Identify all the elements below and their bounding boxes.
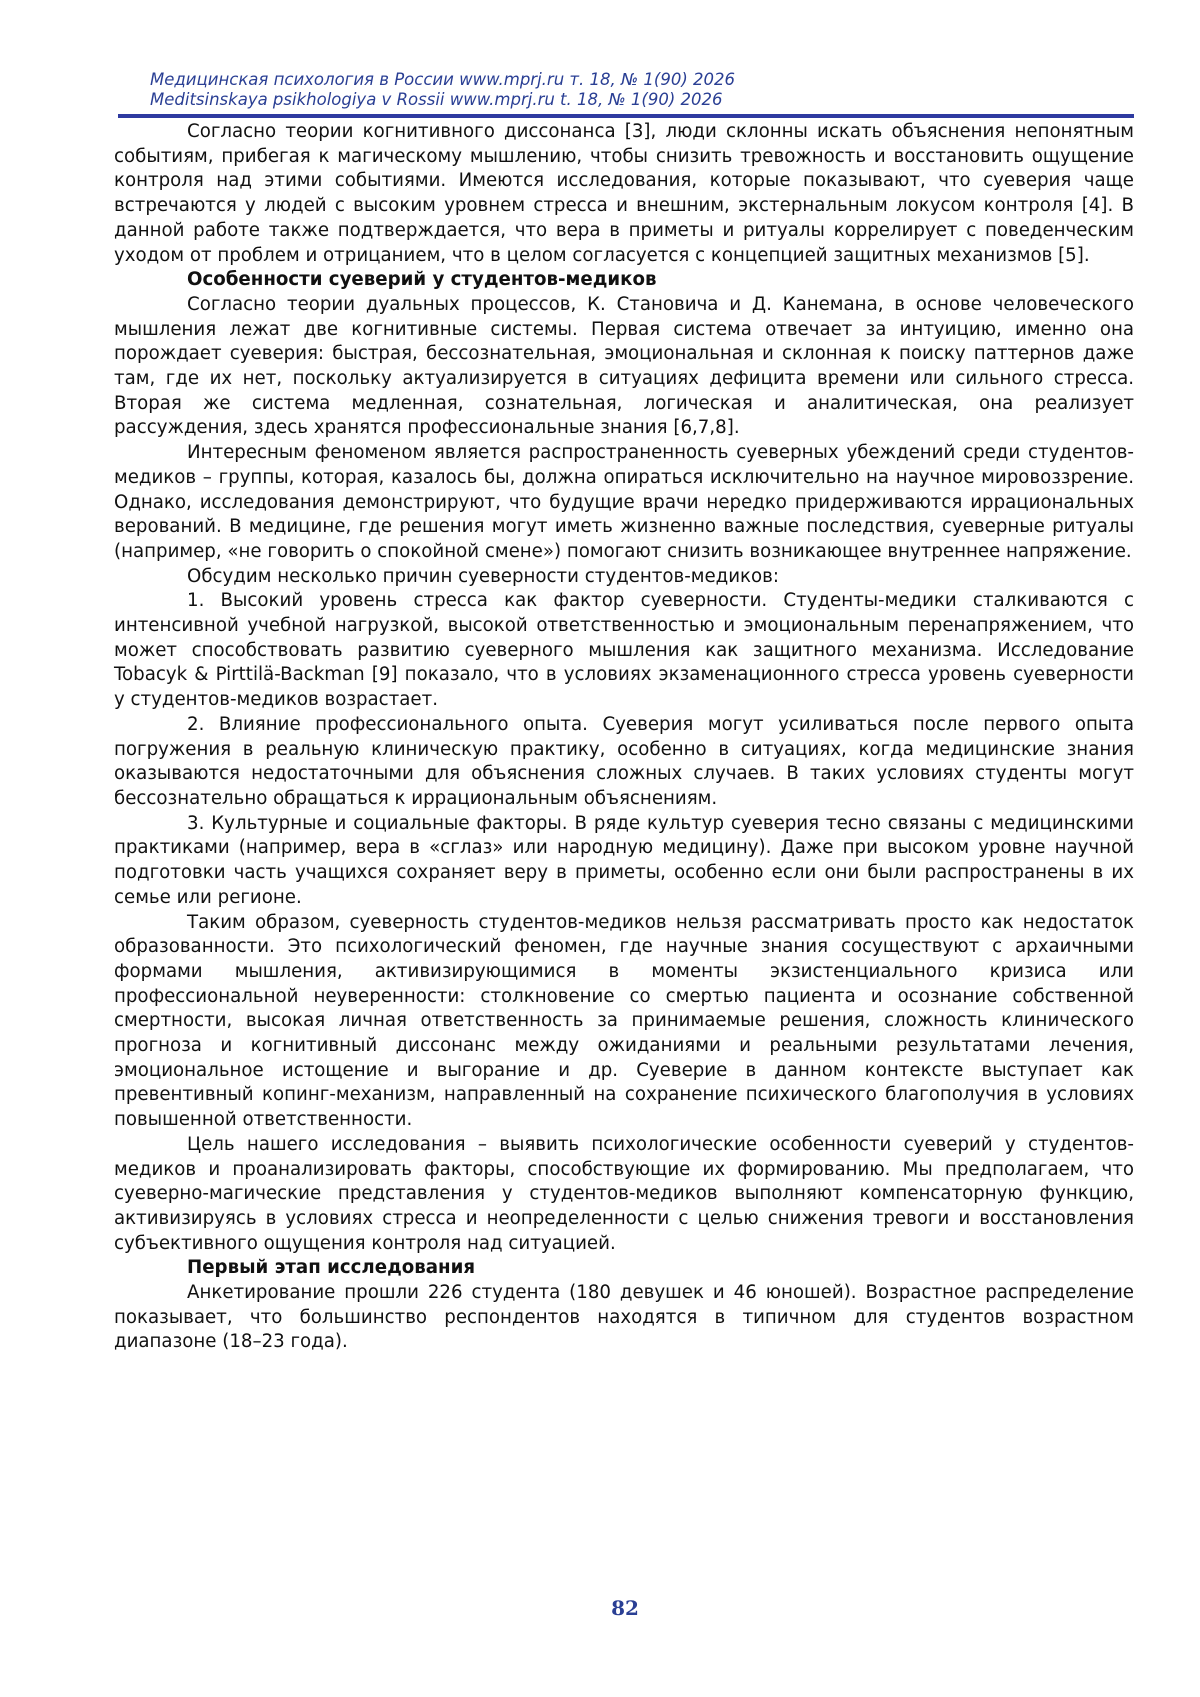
paragraph: Таким образом, суеверность студентов-медиков нельзя рассматривать просто как недостаток образованности. Это психологический феномен, где научные знания сосуществуют с архаичными формами мышления, активизирующимися в моменты экзистенциального кризиса или профессиональной неуверенности: столкновение со смертью пациента и осознание собственной смертности, высокая личная ответственность за принимаемые решения, сложность клинического прогноза и когнитивный диссонанс между ожиданиями и реальными результатами лечения, эмоциональное истощение и выгорание и др. Суеверие в данном контексте выступает как превентивный копинг-механизм, направленный на сохранение психического благополучия в условиях повышенной ответственности.	[114, 911, 1134, 1131]
paragraph: Цель нашего исследования – выявить психологические особенности суеверий у студентов-медиков и проанализировать факторы, способствующие их формированию. Мы предполагаем, что суеверно-магические представления у студентов-медиков выполняют компенсаторную функцию, активизируясь в условиях стресса и неопределенности с целью снижения тревоги и восстановления субъективного ощущения контроля над ситуацией.	[114, 1133, 1134, 1254]
article-body	[114, 120, 1134, 1355]
section-heading: Первый этап исследования	[187, 1257, 476, 1279]
paragraph: Согласно теории дуальных процессов, К. Становича и Д. Канемана, в основе человеческого мышления лежат две когнитивные системы. Первая система отвечает за интуицию, именно она порождает суеверия: быстрая, бессознательная, эмоциональная и склонная к поиску паттернов даже там, где их нет, поскольку актуализируется в ситуациях дефицита времени или сильного стресса. Вторая же система медленная, сознательная, логическая и аналитическая, она реализует рассуждения, здесь хранятся профессиональные знания [6,7,8].	[114, 293, 1134, 439]
paragraph: Согласно теории когнитивного диссонанса [3], люди склонны искать объяснения непонятным событиям, прибегая к магическому мышлению, чтобы снизить тревожность и восстановить ощущение контроля над этими событиями. Имеются исследования, которые показывают, что суеверия чаще встречаются у людей с высоким уровнем стресса и внешним, экстернальным локусом контроля [4]. В данной работе также подтверждается, что вера в приметы и ритуалы коррелирует с поведенческим уходом от проблем и отрицанием, что в целом согласуется с концепцией защитных механизмов [5].	[114, 121, 1134, 266]
paragraph: Анкетирование прошли 226 студента (180 девушек и 46 юношей). Возрастное распределение показывает, что большинство респондентов находятся в типичном для студентов возрастном диапазоне (18–23 года).	[114, 1282, 1134, 1353]
page-number: 82	[611, 1596, 639, 1620]
paragraph: Интересным феноменом является распространенность суеверных убеждений среди студентов-медиков – группы, которая, казалось бы, должна опираться исключительно на научное мировоззрение. Однако, исследования демонстрируют, что будущие врачи нередко придерживаются иррациональных верований. В медицине, где решения могут иметь жизненно важные последствия, суеверные ритуалы (например, «не говорить о спокойной смене») помогают снизить возникающее внутреннее напряжение.	[114, 442, 1134, 562]
paragraph: Обсудим несколько причин суеверности студентов-медиков:	[187, 565, 780, 587]
header-journal-title-ru: Медицинская психология в России www.mprj.ru т. 18, № 1(90) 2026	[150, 70, 735, 89]
running-header	[150, 70, 1130, 110]
list-item: 1. Высокий уровень стресса как фактор суеверности. Студенты-медики сталкиваются с интенсивной учебной нагрузкой, высокой ответственностью и эмоциональным перенапряжением, что может способствовать развитию суеверного мышления как защитного механизма. Исследование Tobacyk & Pirttilä-Backman [9] показало, что в условиях экзаменационного стресса уровень суеверности у студентов-медиков возрастает.	[114, 590, 1134, 711]
section-heading: Особенности суеверий у студентов-медиков	[187, 269, 657, 291]
header-divider	[118, 114, 1134, 118]
list-item: 3. Культурные и социальные факторы. В ряде культур суеверия тесно связаны с медицинскими практиками (например, вера в «сглаз» или народную медицину). Даже при высоком уровне научной подготовки часть учащихся сохраняет веру в приметы, особенно если они были распространены в их семье или регионе.	[114, 812, 1134, 908]
header-journal-title-translit: Meditsinskaya psikhologiya v Rossii www.mprj.ru t. 18, № 1(90) 2026	[150, 90, 723, 109]
list-item: 2. Влияние профессионального опыта. Суеверия могут усиливаться после первого опыта погружения в реальную клиническую практику, особенно в ситуациях, когда медицинские знания оказываются недостаточными для объяснения сложных случаев. В таких условиях студенты могут бессознательно обращаться к иррациональным объяснениям.	[114, 713, 1134, 809]
